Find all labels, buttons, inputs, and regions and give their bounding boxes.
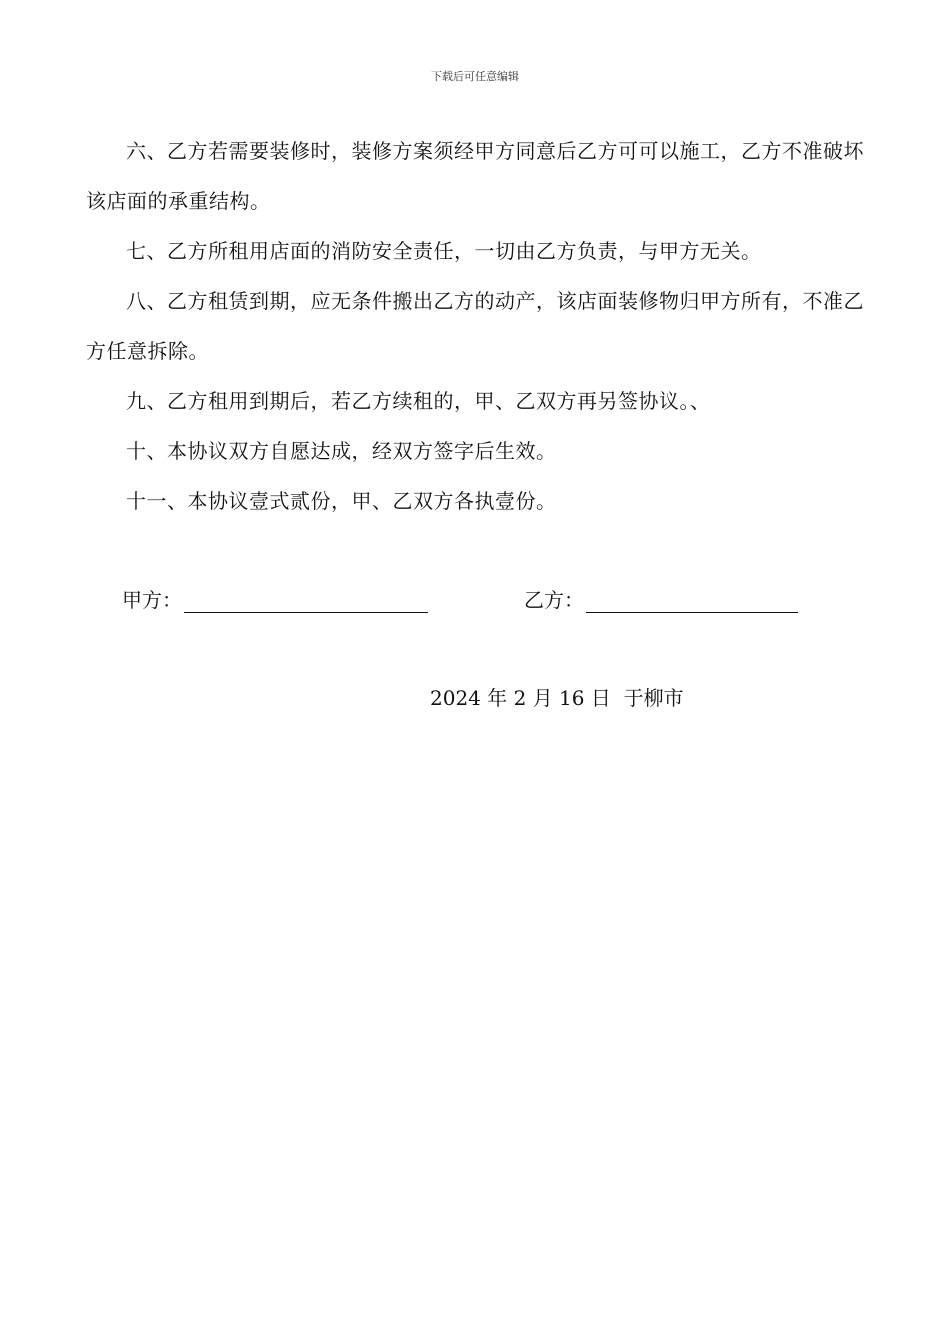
date-place: 2024 年 2 月 16 日 于柳市 (430, 686, 684, 710)
clause-9: 九、乙方租用到期后，若乙方续租的，甲、乙双方再另签协议。、 (126, 389, 711, 413)
clause-11: 十一、本协议壹式贰份，甲、乙双方各执壹份。 (126, 489, 557, 513)
clause-7: 七、乙方所租用店面的消防安全责任，一切由乙方负责，与甲方无关。 (126, 239, 762, 263)
party-a-label: 甲方： (122, 588, 182, 612)
header-note: 下载后可任意编辑 (431, 70, 519, 83)
party-a-signature-line (184, 588, 428, 613)
clause-6: 六、乙方若需要装修时，装修方案须经甲方同意后乙方可可以施工，乙方不准破坏该店面的承重结构。 (86, 139, 864, 213)
party-a-signature (122, 584, 428, 613)
party-b-signature-line (586, 588, 798, 613)
clause-10: 十、本协议双方自愿达成，经双方签字后生效。 (126, 439, 557, 463)
clause-8: 八、乙方租赁到期，应无条件搬出乙方的动产，该店面装修物归甲方所有，不准乙方任意拆除。 (86, 289, 864, 363)
party-b-signature (524, 584, 798, 613)
party-b-label: 乙方： (524, 588, 584, 612)
signature-row (0, 584, 950, 618)
agreement-clauses (86, 126, 866, 526)
